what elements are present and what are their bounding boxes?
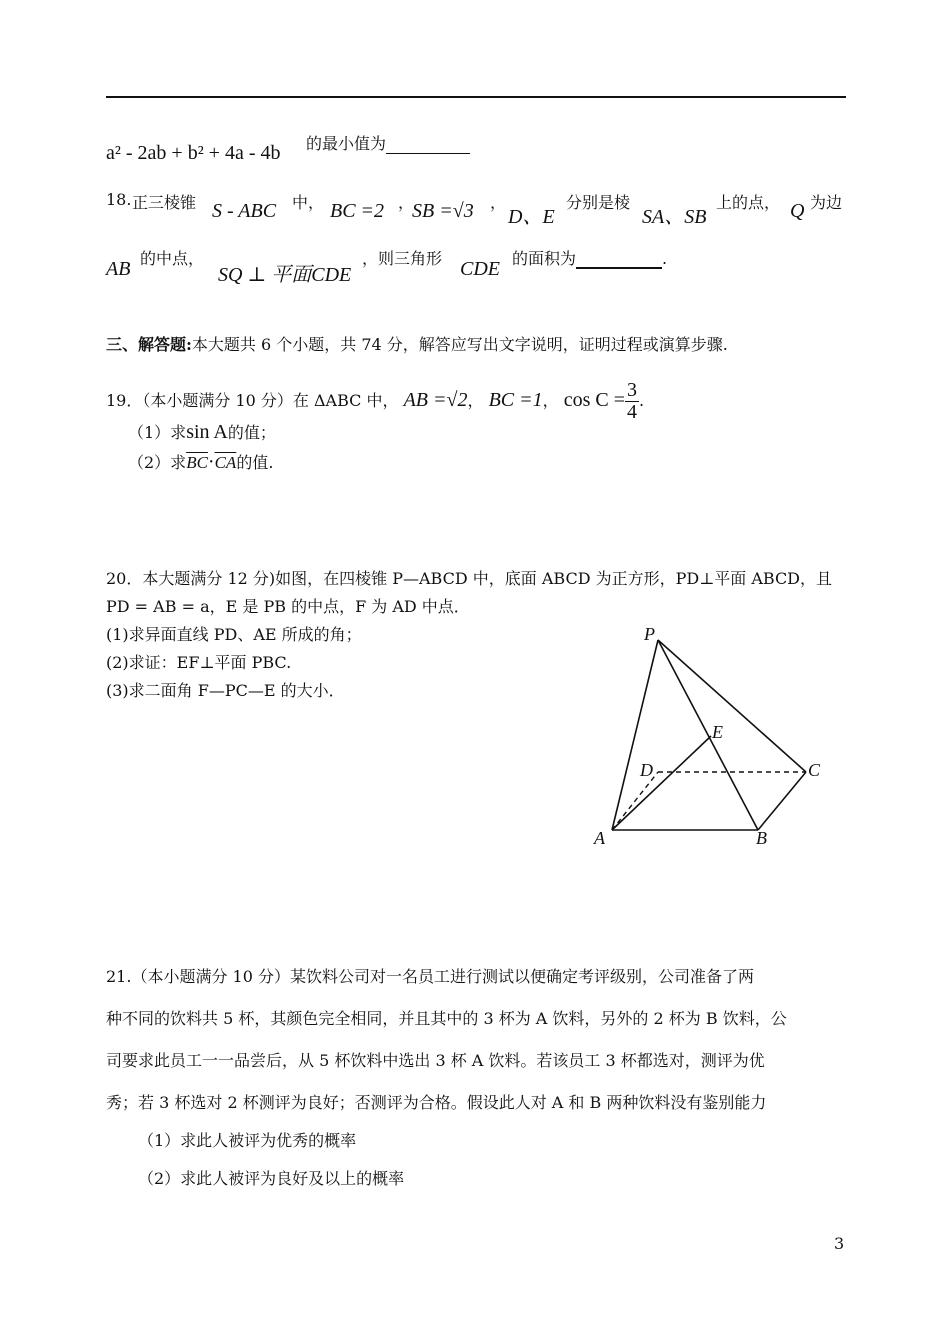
q18-math-3: SB =√3 [412, 200, 474, 222]
label-B: B [756, 828, 767, 848]
label-D: D [640, 760, 653, 780]
pyramid-figure [580, 620, 840, 860]
edge-BC [758, 772, 806, 830]
q20-part-3: (3)求二面角 F—PC—E 的大小． [106, 681, 345, 700]
q18-number: 18. [106, 190, 132, 209]
q18-text-7: 为边 [810, 193, 843, 212]
q18-math-1: S - ABC [212, 200, 277, 222]
q18-math-5: SA、SB [642, 206, 707, 228]
header-rule [106, 96, 846, 98]
segment-AE [612, 736, 711, 830]
q20-line-2: PD = AB = a，E 是 PB 的中点，F 为 AD 中点． [106, 597, 470, 616]
label-E: E [712, 722, 723, 742]
q19-part-1: （1）求sin A的值； [128, 421, 276, 443]
q21-line-4: 秀；若 3 杯选对 2 杯测评为良好；否测评为合格。假设此人对 A 和 B 两种饮料没有鉴别能力 [106, 1093, 767, 1112]
edge-PC [658, 640, 806, 772]
q21-line-2: 种不同的饮料共 5 杯，其颜色完全相同，并且其中的 3 杯为 A 饮料，另外的 2 杯为 B 饮料，公 [106, 1009, 787, 1028]
label-P: P [644, 624, 655, 644]
q21-line-3: 司要求此员工一一品尝后，从 5 杯饮料中选出 3 杯 A 饮料。若该员工 3 杯都选对，测评为优 [106, 1051, 765, 1070]
q18-text-10: 的面积为 . [512, 249, 668, 268]
label-C: C [808, 760, 821, 780]
q19-statement: 19．（本小题满分 10 分）在 ΔABC 中， AB =√2， BC =1， cos C = $\frac{3}{4}$ . [106, 379, 645, 423]
q21-line-1: 21.（本小题满分 10 分）某饮料公司对一名员工进行测试以便确定考评级别，公司准备了两 [106, 967, 754, 986]
fraction: $\frac{3}{4}$ [627, 379, 638, 423]
edge-PB [658, 640, 758, 830]
q18-math-8: SQ ⊥ 平面CDE [218, 264, 352, 286]
q21-part-2: （2）求此人被评为良好及以上的概率 [138, 1169, 405, 1188]
q18-text-4: ， [490, 193, 507, 212]
page-number: 3 [834, 1234, 845, 1253]
q20-part-1: (1)求异面直线 PD、AE 所成的角； [106, 625, 362, 644]
q18-text-2: 中， [292, 193, 325, 212]
q17-text: 的最小值为 [306, 131, 470, 154]
q18-math-6: Q [790, 200, 805, 222]
q18-math-9: CDE [460, 258, 500, 280]
q19-part-2: （2）求$\overline{BC}\cdot\overline{CA}$的值. [128, 451, 274, 473]
q18-text-6: 上的点， [716, 193, 781, 212]
q21-part-1: （1）求此人被评为优秀的概率 [138, 1131, 357, 1150]
q18-math-4: D、E [508, 206, 555, 228]
label-A: A [594, 828, 605, 848]
q20-line-1: 20．本大题满分 12 分)如图，在四棱锥 P—ABCD 中，底面 ABCD 为正方形，PD⊥平面 ABCD，且 [106, 569, 833, 588]
q18-text-5: 分别是棱 [566, 193, 631, 212]
q20-part-2: (2)求证：EF⊥平面 PBC. [106, 653, 292, 672]
answer-blank [576, 249, 662, 269]
q18-math-7: AB [106, 258, 131, 280]
section-3-instructions: 三、解答题:本大题共 6 个小题，共 74 分，解答应写出文字说明，证明过程或演算步骤. [106, 335, 728, 354]
q18-math-2: BC =2 [330, 200, 385, 222]
q18-text-8: 的中点， [140, 249, 205, 268]
q18-text-3: ， [398, 193, 415, 212]
q17-expression: a² - 2ab + b² + 4a - 4b [106, 142, 281, 164]
q18-text-1: 正三棱锥 [132, 193, 197, 212]
q18-text-9: ，则三角形 [362, 249, 443, 268]
answer-blank [386, 135, 470, 154]
